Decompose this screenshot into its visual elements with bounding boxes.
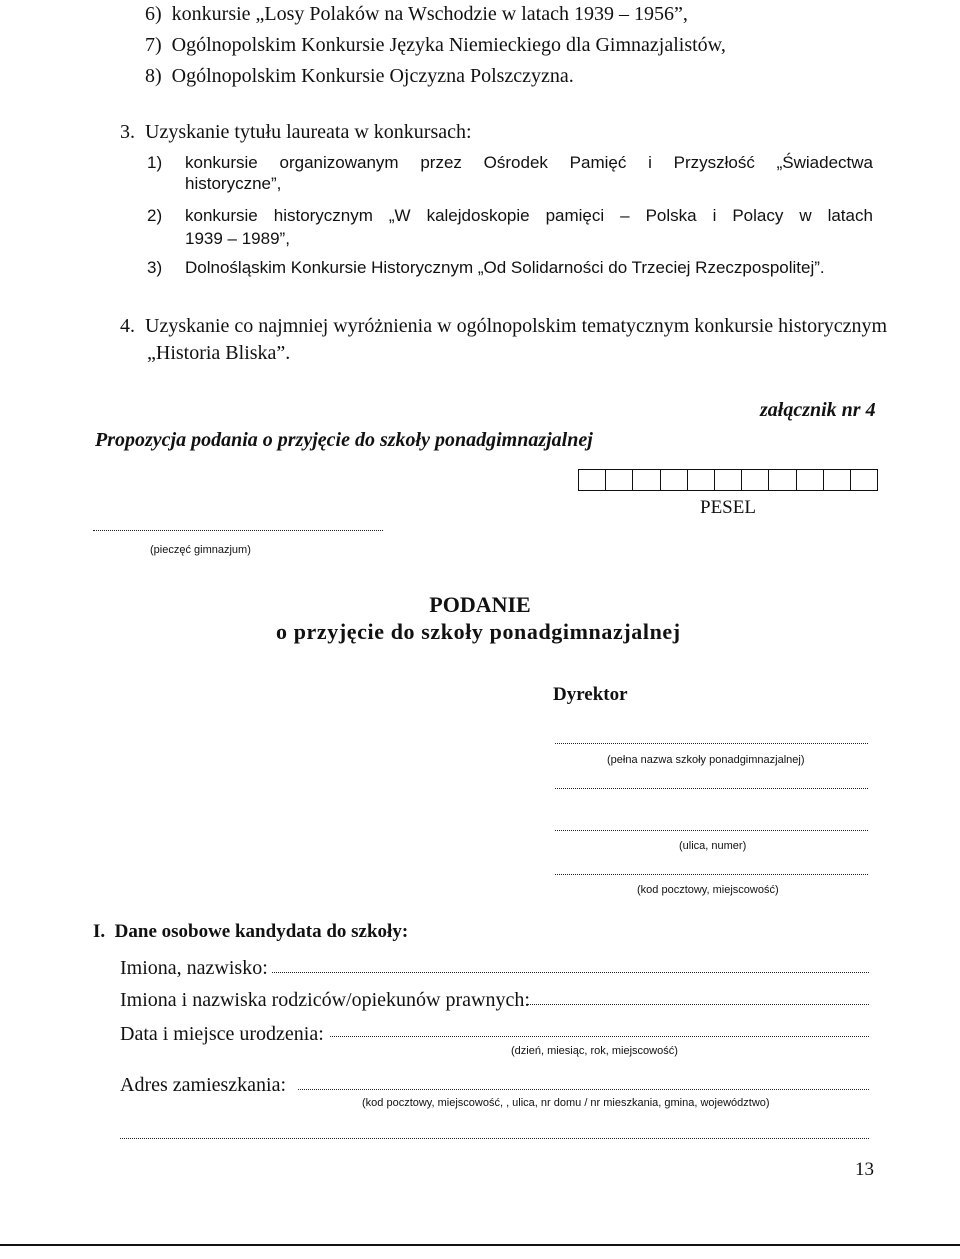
pesel-digit-box[interactable] [824,470,851,490]
form-subtitle: o przyjęcie do szkoły ponadgimnazjalnej [276,619,681,644]
parents-label: Imiona i nazwiska rodziców/opiekunów prawnych: [120,989,530,1011]
pesel-digit-box[interactable] [851,470,877,490]
parents-field[interactable] [526,998,869,1005]
address-field-2[interactable] [120,1132,869,1139]
street-caption: (ulica, numer) [679,840,747,852]
school-name-field[interactable] [555,737,868,744]
list-item-6: 6) konkursie „Losy Polaków na Wschodzie w latach 1939 – 1956”, [145,3,688,25]
section-3-item-1-line2: historyczne”, [185,174,282,193]
pesel-label: PESEL [700,497,756,518]
birth-caption: (dzień, miesiąc, rok, miejscowość) [511,1045,678,1057]
names-field[interactable] [272,966,869,973]
list-item-7: 7) Ogólnopolskim Konkursie Języka Niemieckiego dla Gimnazjalistów, [145,34,726,56]
section-3-item-2-line1: konkursie historycznym „W kalejdoskopie pamięci – Polska i Polacy w latach [185,206,873,225]
address-caption: (kod pocztowy, miejscowość, , ulica, nr domu / nr mieszkania, gmina, województwo) [362,1097,770,1109]
names-label: Imiona, nazwisko: [120,957,268,979]
pesel-digit-box[interactable] [797,470,824,490]
section-4-line1: 4. Uzyskanie co najmniej wyróżnienia w ogólnopolskim tematycznym konkursie historycznym [120,315,888,337]
postal-caption: (kod pocztowy, miejscowość) [637,884,779,896]
form-title: PODANIE [429,592,531,617]
proposal-title: Propozycja podania o przyjęcie do szkoły ponadgimnazjalnej [95,429,593,451]
postal-field[interactable] [555,868,868,875]
attachment-label: załącznik nr 4 [760,399,876,421]
pesel-digit-box[interactable] [688,470,715,490]
stamp-dotted-line[interactable] [93,524,383,531]
stamp-caption: (pieczęć gimnazjum) [150,544,251,556]
bottom-rule [0,1244,960,1246]
section-4-line2: „Historia Bliska”. [147,342,291,364]
street-field[interactable] [555,824,868,831]
section-3-item-1-line1: konkursie organizowanym przez Ośrodek Pamięć i Przyszłość „Świadectwa [185,153,873,172]
address-label: Adres zamieszkania: [120,1074,287,1096]
section-3-heading: 3. Uzyskanie tytułu laureata w konkursach: [120,121,472,143]
section-3-item-2-number: 2) [147,206,163,225]
section-3-item-3-number: 3) [147,258,163,277]
pesel-digit-box[interactable] [715,470,742,490]
school-name-caption: (pełna nazwa szkoły ponadgimnazjalnej) [607,754,805,766]
addressee: Dyrektor [553,684,628,705]
pesel-digit-box[interactable] [633,470,660,490]
section-3-item-1-number: 1) [147,153,163,172]
birth-label: Data i miejsce urodzenia: [120,1023,324,1045]
section-I-heading: I. Dane osobowe kandydata do szkoły: [93,921,409,942]
section-3-item-2-line2: 1939 – 1989”, [185,229,290,248]
pesel-input-boxes[interactable] [578,469,878,491]
birth-field[interactable] [330,1030,869,1037]
pesel-digit-box[interactable] [661,470,688,490]
list-item-8: 8) Ogólnopolskim Konkursie Ojczyzna Polszczyzna. [145,65,574,87]
address-field[interactable] [298,1083,869,1090]
page-number: 13 [855,1159,874,1180]
pesel-digit-box[interactable] [769,470,796,490]
pesel-digit-box[interactable] [742,470,769,490]
pesel-digit-box[interactable] [579,470,606,490]
school-name-field-2[interactable] [555,782,868,789]
section-3-item-3-text: Dolnośląskim Konkursie Historycznym „Od Solidarności do Trzeciej Rzeczpospolitej”. [185,258,825,277]
pesel-digit-box[interactable] [606,470,633,490]
